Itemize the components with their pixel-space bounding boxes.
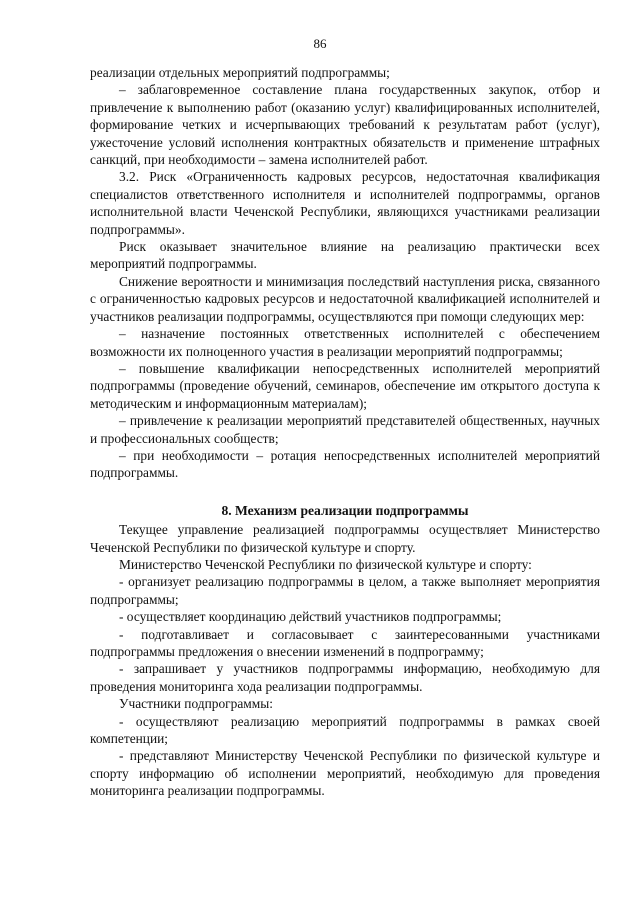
paragraph: – при необходимости – ротация непосредственных исполнителей мероприятий подпрограммы. [90,447,600,481]
paragraph: – повышение квалификации непосредственных исполнителей мероприятий подпрограммы (проведение обучений, семинаров, обеспечение им открытого доступа к методическим и информационным материалам); [90,360,600,411]
paragraph: - осуществляет координацию действий участников подпрограммы; [119,609,502,625]
mechanism-section [90,521,600,800]
paragraph: – привлечение к реализации мероприятий представителей общественных, научных и профессиональных сообществ; [90,413,600,446]
page-number: 86 [313,36,327,51]
paragraph: - подготавливает и согласовывает с заинтересованными участниками подпрограммы предложения о внесении изменений в подпрограмму; [90,626,600,659]
paragraph: Снижение вероятности и минимизация последствий наступления риска, связанного с ограниченностью кадровых ресурсов и недостаточной квалификацией исполнителей и участников реализации подпрограммы, осуществляются при помощи следующих мер: [90,273,600,324]
paragraph: - представляют Министерству Чеченской Республики по физической культуре и спорту информацию об исполнении мероприятий, необходимую для проведения мониторинга реализации подпрограммы. [90,748,600,799]
section-heading: 8. Механизм реализации подпрограммы [221,502,469,518]
paragraph: - запрашивает у участников подпрограммы информацию, необходимую для проведения мониторинга хода реализации подпрограммы. [90,661,600,694]
paragraph: Министерство Чеченской Республики по физической культуре и спорту: [119,556,532,572]
paragraph: реализации отдельных мероприятий подпрограммы; [90,65,390,80]
paragraph: – назначение постоянных ответственных исполнителей с обеспечением возможности их полноценного участия в реализации мероприятий подпрограммы; [90,326,600,359]
document-body [90,64,600,800]
paragraph: Риск оказывает значительное влияние на реализацию практически всех мероприятий подпрограммы. [90,239,600,272]
paragraph: – заблаговременное составление плана государственных закупок, отбор и привлечение к выполнению работ (оказанию услуг) квалифицированных исполнителей, формирование четких и исчерпывающих требований к результатам работ (услуг), ужесточение условий исполнения контрактных обязательств и применение штрафных санкций, при необходимости – замена исполнителей работ. [90,82,600,168]
risk-section [90,64,600,482]
paragraph: Текущее управление реализацией подпрограммы осуществляет Министерство Чеченской Республики по физической культуре и спорту. [90,522,600,555]
paragraph: 3.2. Риск «Ограниченность кадровых ресурсов, недостаточная квалификация специалистов ответственного исполнителя и исполнителей подпрограммы, органов исполнительной власти Чеченской Республики, являющихся участниками реализации подпрограммы». [90,169,600,237]
paragraph: Участники подпрограммы: [119,696,273,712]
paragraph: - организует реализацию подпрограммы в целом, а также выполняет мероприятия подпрограммы; [90,574,600,607]
paragraph: - осуществляют реализацию мероприятий подпрограммы в рамках своей компетенции; [90,713,600,747]
